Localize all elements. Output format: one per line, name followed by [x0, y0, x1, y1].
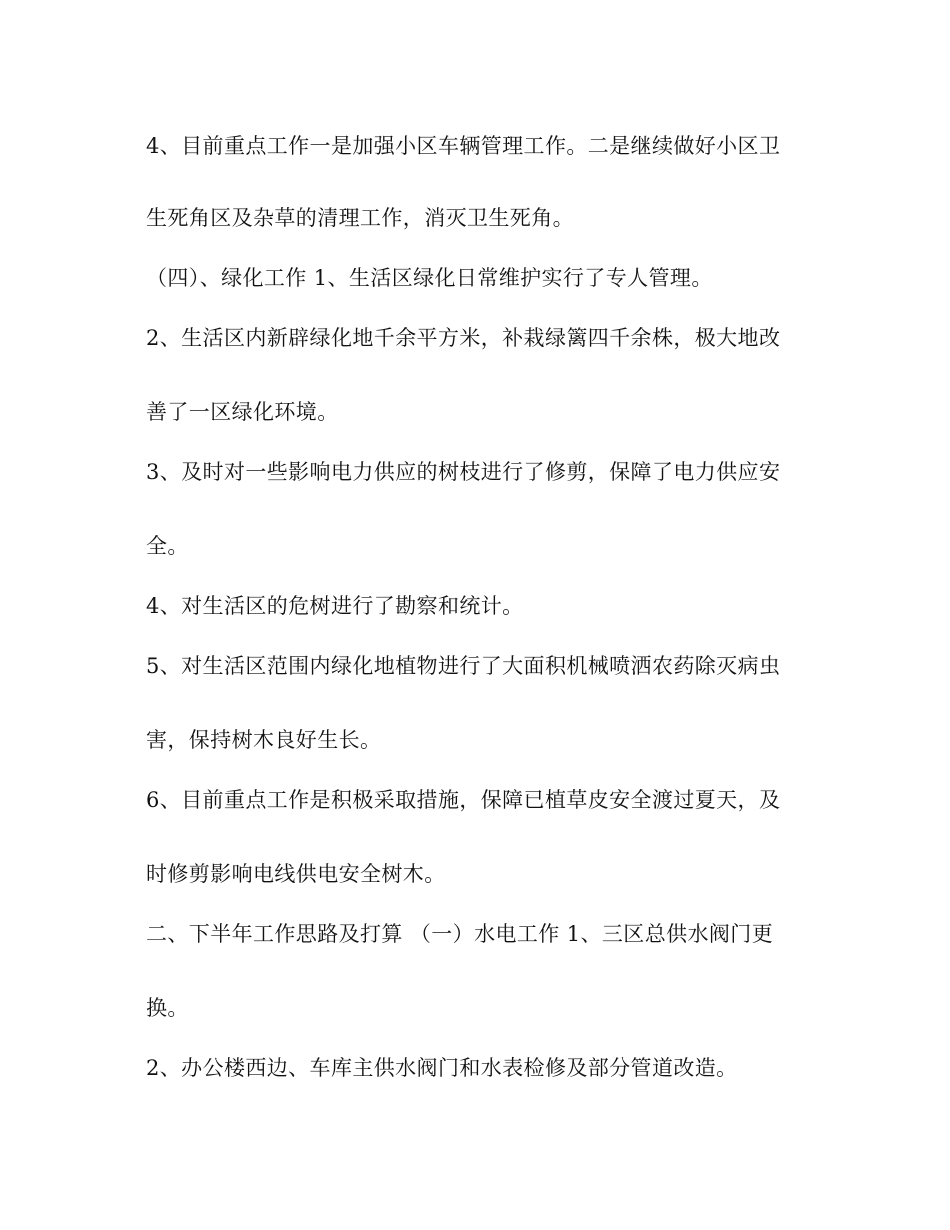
text-line: 5、对生活区范围内绿化地植物进行了大面积机械喷洒农药除灭病虫	[146, 654, 781, 678]
text-line: 2、办公楼西边、车库主供水阀门和水表检修及部分管道改造。	[146, 1056, 738, 1080]
text-line: 3、及时对一些影响电力供应的树枝进行了修剪，保障了电力供应安	[146, 460, 781, 484]
text-line: 全。	[146, 534, 189, 558]
text-line: 换。	[146, 996, 189, 1020]
text-line: 4、对生活区的危树进行了勘察和统计。	[146, 594, 524, 618]
text-line: （四）、绿化工作 1、生活区绿化日常维护实行了专人管理。	[146, 266, 713, 290]
text-line: 善了一区绿化环境。	[146, 400, 339, 424]
text-line: 生死角区及杂草的清理工作，消灭卫生死角。	[146, 206, 574, 230]
text-line: 6、目前重点工作是积极采取措施，保障已植草皮安全渡过夏天，及	[146, 788, 781, 812]
text-line: 时修剪影响电线供电安全树木。	[146, 862, 446, 886]
text-line: 二、下半年工作思路及打算 （一）水电工作 1、三区总供水阀门更	[146, 922, 774, 946]
text-line: 2、生活区内新辟绿化地千余平方米，补栽绿篱四千余株，极大地改	[146, 326, 781, 350]
text-line: 害，保持树木良好生长。	[146, 728, 382, 752]
text-line: 4、目前重点工作一是加强小区车辆管理工作。二是继续做好小区卫	[146, 134, 781, 158]
